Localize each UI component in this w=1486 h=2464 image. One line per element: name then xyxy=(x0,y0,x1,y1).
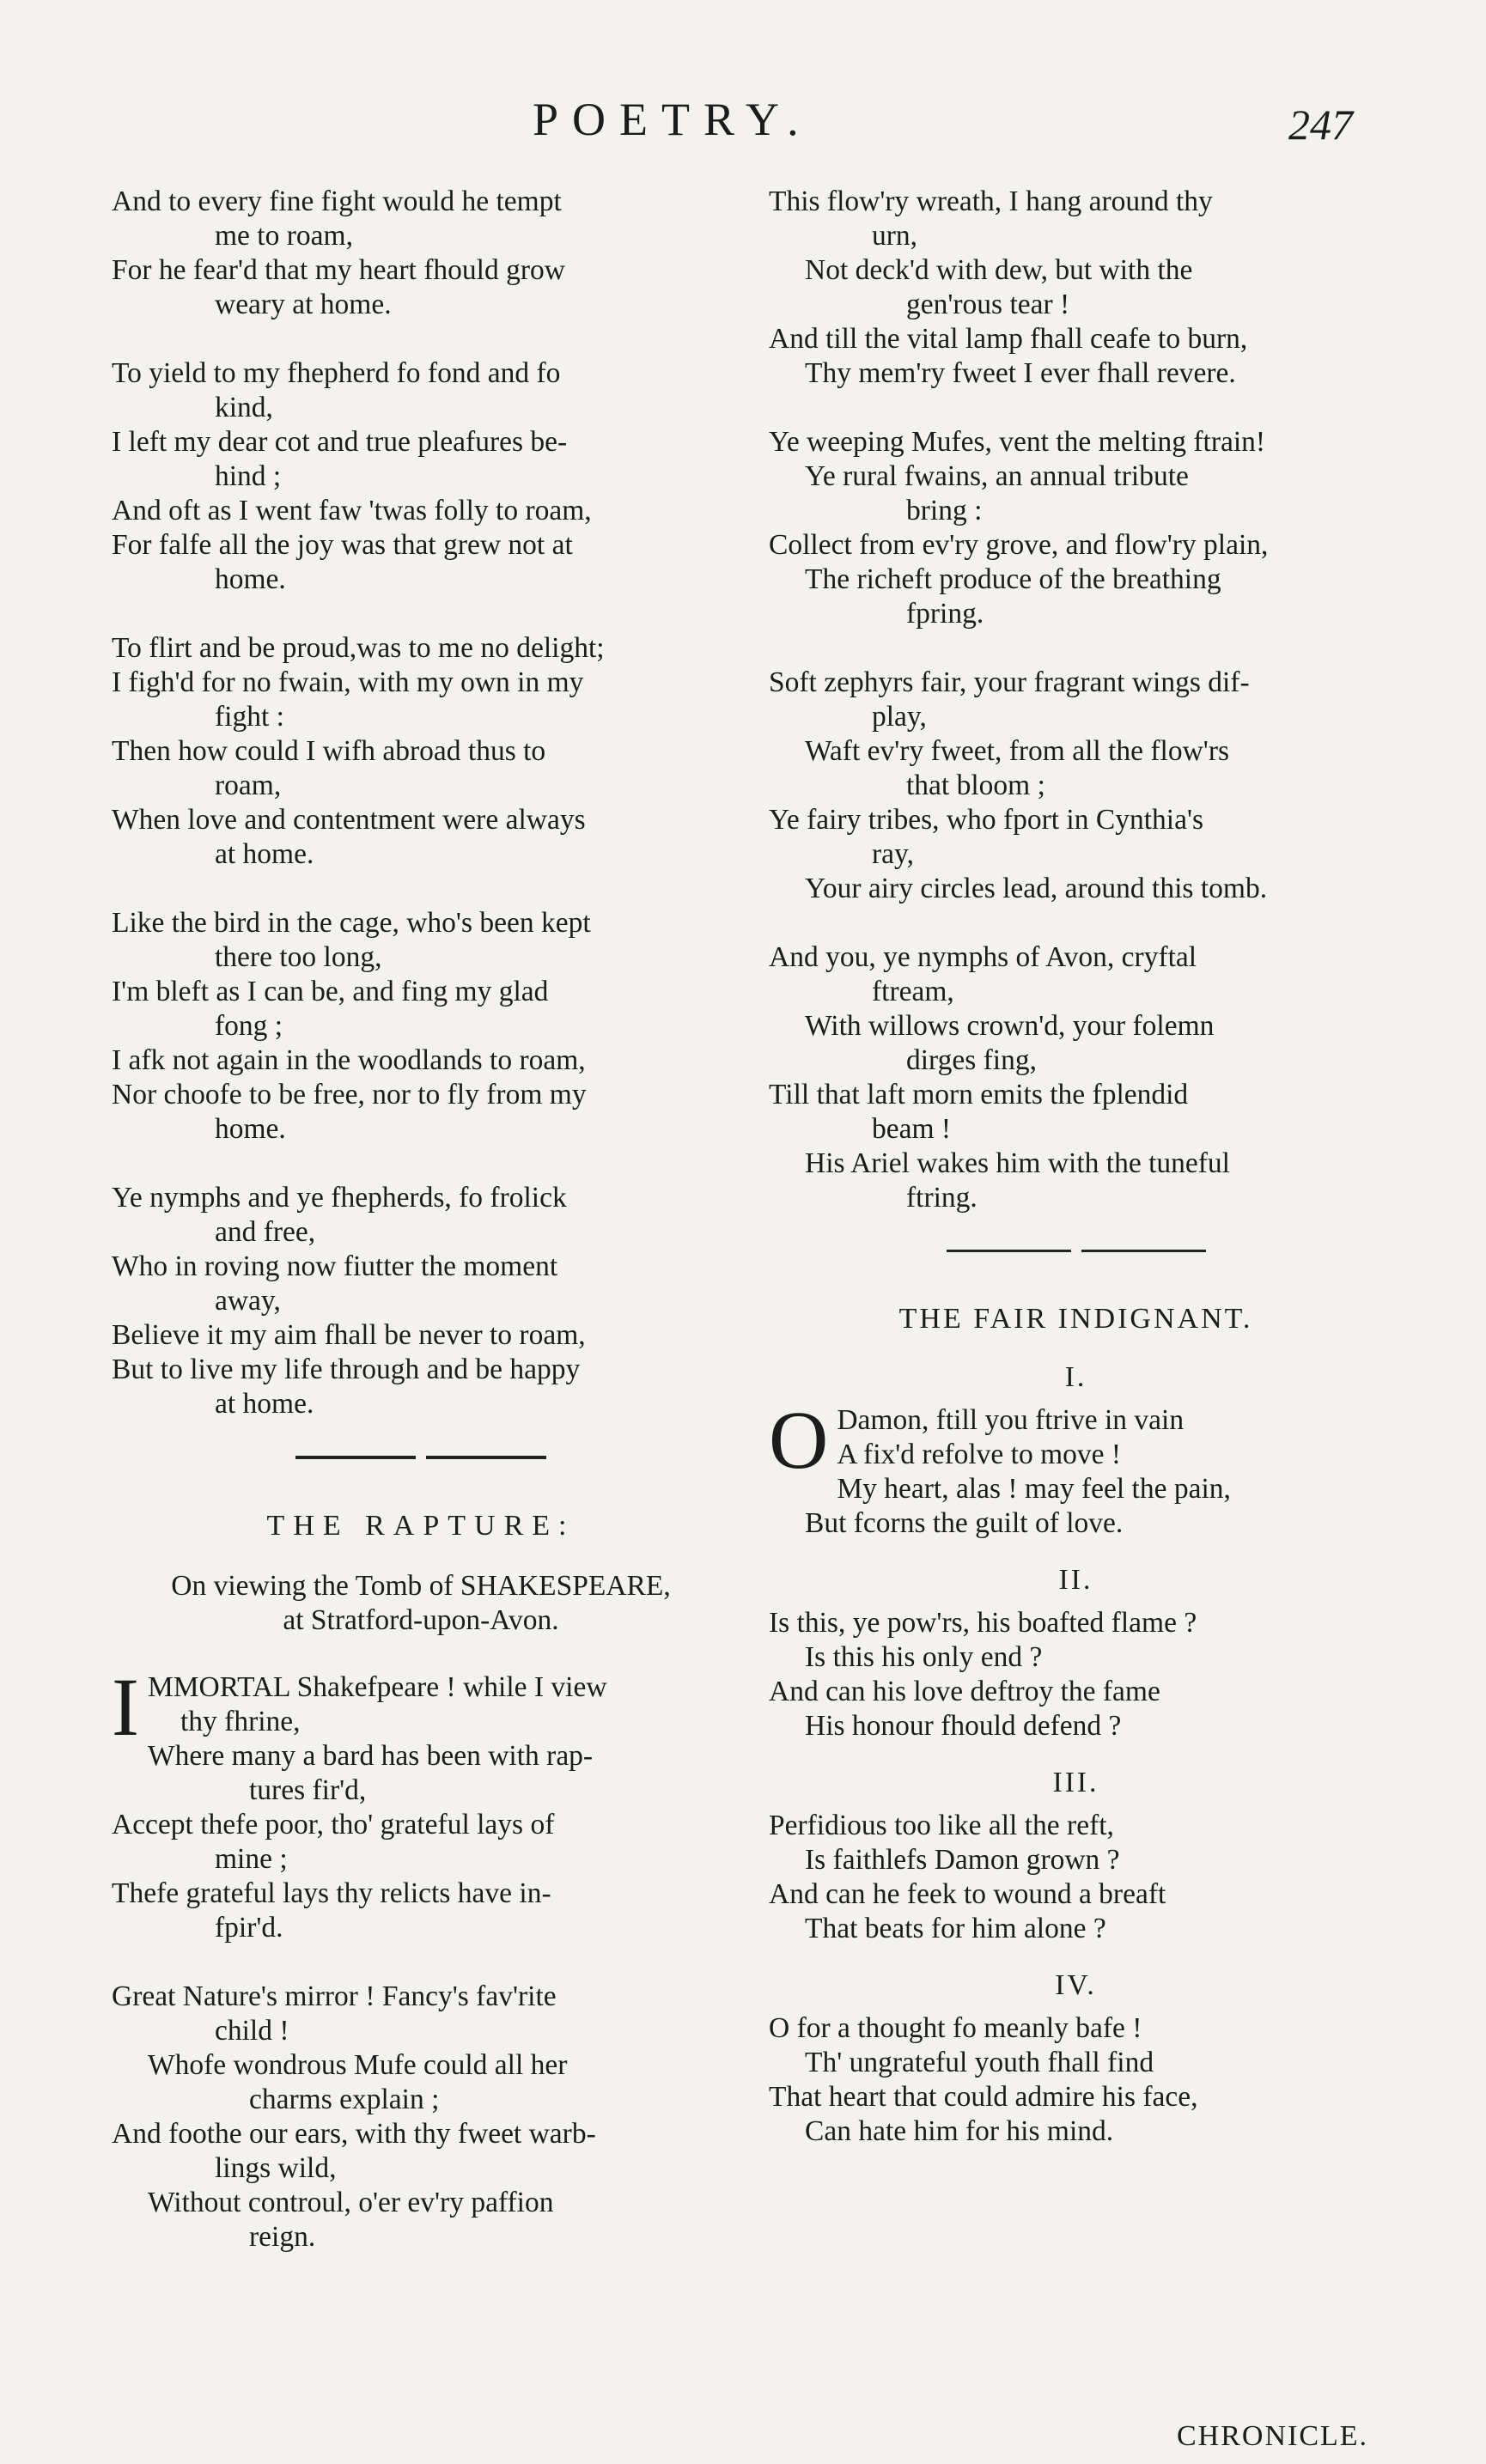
drop-cap: O xyxy=(769,1394,829,1486)
verse-line: fpring. xyxy=(906,598,984,630)
verse-line: urn, xyxy=(872,220,918,252)
verse-line: play, xyxy=(872,701,927,733)
stanza xyxy=(769,185,1383,391)
verse-line: Accept thefe poor, tho' grateful lays of xyxy=(112,1809,555,1840)
verse-line: fpir'd. xyxy=(215,1912,283,1944)
stanza xyxy=(112,1661,730,1945)
verse-line: And can he feek to wound a breaft xyxy=(769,1878,1166,1910)
running-head xyxy=(0,93,1486,161)
verse-line: Is this his only end ? xyxy=(805,1641,1043,1673)
stanza xyxy=(769,666,1383,906)
stanza-numeral: IV. xyxy=(1055,1969,1097,2001)
verse-line: His honour fhould defend ? xyxy=(805,1710,1122,1742)
verse-line: Like the bird in the cage, who's been kept xyxy=(112,907,591,939)
verse-line: His Ariel wakes him with the tuneful xyxy=(805,1147,1230,1179)
verse-line: Is faithlefs Damon grown ? xyxy=(805,1844,1120,1876)
verse-line: Ye fairy tribes, who fport in Cynthia's xyxy=(769,804,1204,836)
verse-line: I'm bleft as I can be, and fing my glad xyxy=(112,976,549,1007)
verse-line: Can hate him for his mind. xyxy=(805,2115,1114,2147)
verse-line: Then how could I wifh abroad thus to xyxy=(112,735,546,767)
stanza xyxy=(112,1980,730,2254)
verse-line: For he fear'd that my heart fhould grow xyxy=(112,254,565,286)
verse-line: Nor choofe to be free, nor to fly from my xyxy=(112,1079,587,1110)
verse-line: lings wild, xyxy=(215,2152,337,2184)
verse-line: Ye nymphs and ye fhepherds, fo frolick xyxy=(112,1182,567,1214)
verse-line: dirges fing, xyxy=(906,1044,1037,1076)
verse-line: home. xyxy=(215,563,286,595)
section-divider xyxy=(769,1250,1383,1252)
verse-line: And till the vital lamp fhall ceafe to burn, xyxy=(769,323,1248,355)
stanza xyxy=(769,940,1383,1215)
verse-line: that bloom ; xyxy=(906,770,1045,801)
stanza-numeral: II. xyxy=(1058,1564,1093,1596)
stanza-group xyxy=(112,1980,730,2254)
poem-sections xyxy=(769,1360,1383,2149)
stanza xyxy=(769,1809,1383,1946)
poem-title: THE FAIR INDIGNANT. xyxy=(898,1303,1253,1335)
stanza xyxy=(112,631,730,872)
right-column xyxy=(769,185,1383,2171)
verse-line: And can his love deftroy the fame xyxy=(769,1676,1160,1707)
verse-line: And you, ye nymphs of Avon, cryftal xyxy=(769,941,1197,973)
verse-line: charms explain ; xyxy=(249,2084,440,2115)
verse-line: Thefe grateful lays thy relicts have in- xyxy=(112,1877,551,1909)
verse-line: Perfidious too like all the reft, xyxy=(769,1810,1114,1841)
verse-line: there too long, xyxy=(215,941,382,973)
verse-line: And foothe our ears, with thy fweet warb- xyxy=(112,2118,596,2150)
verse-line: That beats for him alone ? xyxy=(805,1913,1106,1944)
verse-line: Without controul, o'er ev'ry paffion xyxy=(148,2187,554,2218)
verse-line: Soft zephyrs fair, your fragrant wings dif- xyxy=(769,666,1250,698)
verse-line: I afk not again in the woodlands to roam, xyxy=(112,1044,586,1076)
verse-line: kind, xyxy=(215,392,273,423)
verse-line: And to every fine fight would he tempt xyxy=(112,186,562,217)
stanza xyxy=(769,2011,1383,2149)
verse-line: Who in roving now fiutter the moment xyxy=(112,1250,558,1282)
verse-line: thy fhrine, xyxy=(180,1706,301,1737)
verse-line: reign. xyxy=(249,2221,316,2253)
verse-line: Waft ev'ry fweet, from all the flow'rs xyxy=(805,735,1230,767)
stanza xyxy=(112,356,730,597)
verse-line: hind ; xyxy=(215,460,282,492)
verse-line: Believe it my aim fhall be never to roam, xyxy=(112,1319,586,1351)
verse-line: beam ! xyxy=(872,1113,952,1145)
verse-line: Thy mem'ry fweet I ever fhall revere. xyxy=(805,357,1236,389)
verse-line: fight : xyxy=(215,701,284,733)
verse-line: Is this, ye pow'rs, his boafted flame ? xyxy=(769,1607,1197,1639)
verse-line: home. xyxy=(215,1113,286,1145)
verse-line: and free, xyxy=(215,1216,316,1248)
verse-line: me to roam, xyxy=(215,220,353,252)
verse-line: This flow'ry wreath, I hang around thy xyxy=(769,186,1213,217)
poem-title: THE RAPTURE: xyxy=(266,1510,576,1542)
verse-line: Where many a bard has been with rap- xyxy=(148,1740,594,1772)
left-column xyxy=(112,185,730,2289)
verse-line: roam, xyxy=(215,770,282,801)
stanza xyxy=(769,1606,1383,1743)
verse-line: O for a thought fo meanly bafe ! xyxy=(769,2012,1142,2044)
stanza xyxy=(112,185,730,322)
verse-line: The richeft produce of the breathing xyxy=(805,563,1221,595)
verse-line: ftring. xyxy=(906,1182,977,1214)
verse-line: Your airy circles lead, around this tomb. xyxy=(805,873,1268,904)
stanza-lines xyxy=(112,1661,730,1945)
verse-line: When love and contentment were always xyxy=(112,804,586,836)
poem-the-rapture xyxy=(112,1509,730,2254)
poem-subtitle xyxy=(112,1569,730,1638)
subtitle-line: On viewing the Tomb of SHAKESPEARE, xyxy=(171,1570,671,1602)
verse-line: at home. xyxy=(215,838,314,870)
poem-continued xyxy=(112,185,730,1421)
verse-line: Ye rural fwains, an annual tribute xyxy=(805,460,1189,492)
verse-line: ftream, xyxy=(872,976,954,1007)
stanza xyxy=(112,1181,730,1421)
page-number: 247 xyxy=(1288,100,1353,149)
stanza xyxy=(769,1394,1383,1541)
verse-line: Great Nature's mirror ! Fancy's fav'rite xyxy=(112,1980,557,2012)
verse-line: But to live my life through and be happy xyxy=(112,1354,581,1385)
running-title: POETRY. xyxy=(533,94,813,145)
verse-line: For falfe all the joy was that grew not at xyxy=(112,529,573,561)
verse-line: child ! xyxy=(215,2015,289,2047)
verse-line: With willows crown'd, your folemn xyxy=(805,1010,1215,1042)
stanza-numeral: I. xyxy=(1064,1361,1087,1393)
verse-line: To yield to my fhepherd fo fond and fo xyxy=(112,357,561,389)
verse-line: away, xyxy=(215,1285,281,1317)
stanza xyxy=(769,425,1383,631)
verse-line: My heart, alas ! may feel the pain, xyxy=(837,1473,1231,1505)
verse-line: Till that laft morn emits the fplendid xyxy=(769,1079,1189,1110)
verse-line: bring : xyxy=(906,495,983,526)
verse-line: That heart that could admire his face, xyxy=(769,2081,1198,2113)
verse-line: But fcorns the guilt of love. xyxy=(805,1507,1124,1539)
section-divider xyxy=(112,1456,730,1459)
stanza xyxy=(112,906,730,1147)
verse-line: Collect from ev'ry grove, and flow'ry plain, xyxy=(769,529,1269,561)
verse-line: ray, xyxy=(872,838,914,870)
verse-line: Damon, ftill you ftrive in vain xyxy=(837,1404,1185,1436)
verse-line: at home. xyxy=(215,1388,314,1420)
poem-the-rapture-continued xyxy=(769,185,1383,1215)
verse-line: Not deck'd with dew, but with the xyxy=(805,254,1193,286)
subtitle-line: at Stratford-upon-Avon. xyxy=(283,1604,559,1636)
verse-line: gen'rous tear ! xyxy=(906,289,1070,320)
verse-line: I figh'd for no fwain, with my own in my xyxy=(112,666,584,698)
verse-line: Whofe wondrous Mufe could all her xyxy=(148,2049,568,2081)
verse-line: Ye weeping Mufes, vent the melting ftrain! xyxy=(769,426,1266,458)
verse-line: fong ; xyxy=(215,1010,283,1042)
stanza-numeral: III. xyxy=(1052,1767,1099,1798)
verse-line: MMORTAL Shakefpeare ! while I view xyxy=(147,1671,607,1703)
drop-cap: I xyxy=(112,1661,139,1753)
verse-line: And oft as I went faw 'twas folly to roam, xyxy=(112,495,592,526)
verse-line: mine ; xyxy=(215,1843,288,1875)
verse-line: I left my dear cot and true pleafures be- xyxy=(112,426,568,458)
verse-line: A fix'd refolve to move ! xyxy=(837,1439,1122,1470)
catchword: CHRONICLE. xyxy=(1177,2420,1369,2452)
verse-line: tures fir'd, xyxy=(249,1774,367,1806)
verse-line: Th' ungrateful youth fhall find xyxy=(805,2047,1154,2078)
poem-the-fair-indignant xyxy=(769,1302,1383,2149)
verse-line: To flirt and be proud,was to me no delight; xyxy=(112,632,605,664)
verse-line: weary at home. xyxy=(215,289,392,320)
